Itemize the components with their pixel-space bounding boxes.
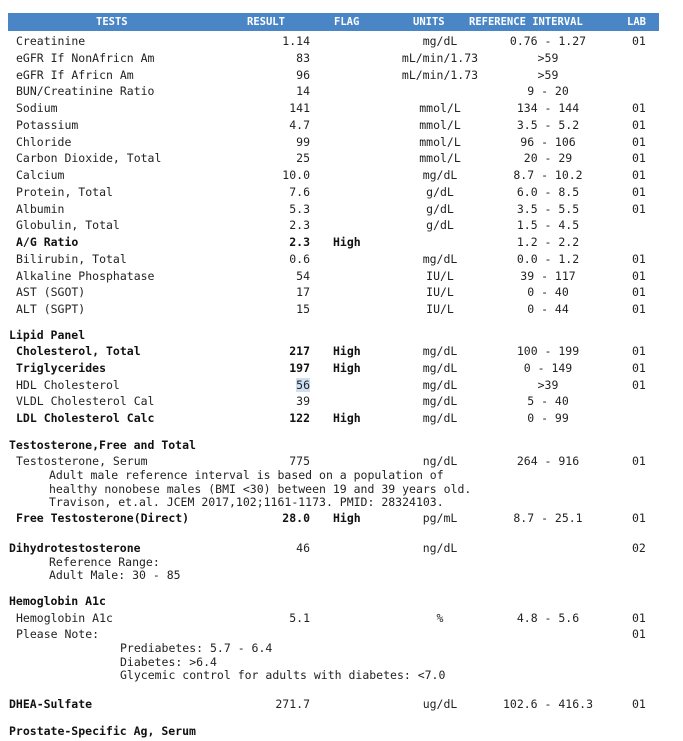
units: mmol/L — [419, 135, 461, 149]
lab-code: 01 — [632, 168, 646, 182]
header-tests: TESTS — [96, 16, 128, 28]
free-testosterone-result: 28.0 — [282, 511, 310, 525]
testosterone-note-line: Adult male reference interval is based on a population of — [49, 468, 444, 482]
flag: High — [333, 361, 361, 375]
reference-interval: 0 - 40 — [527, 285, 569, 299]
reference-interval: 96 - 106 — [520, 135, 576, 149]
lab-code: 01 — [632, 135, 646, 149]
lab-code: 01 — [632, 378, 646, 392]
test-name: ALT (SGPT) — [16, 302, 86, 316]
test-name: VLDL Cholesterol Cal — [16, 394, 155, 408]
header-lab: LAB — [627, 16, 646, 28]
reference-interval: 0 - 99 — [527, 411, 569, 425]
lab-code: 01 — [632, 302, 646, 316]
test-name: Alkaline Phosphatase — [16, 269, 155, 283]
a1c-lab: 01 — [632, 611, 646, 625]
flag: High — [333, 411, 361, 425]
free-testosterone-reference: 8.7 - 25.1 — [513, 511, 583, 525]
highlighted-value: 56 — [296, 378, 310, 392]
reference-interval: 8.7 - 10.2 — [513, 168, 583, 182]
units: mg/dL — [422, 168, 458, 182]
units: IU/L — [426, 269, 454, 283]
result-value: 54 — [296, 269, 310, 283]
dht-note-line: Reference Range: — [49, 555, 160, 569]
header-units: UNITS — [413, 16, 445, 28]
section-dihydrotestosterone: Dihydrotestosterone — [9, 541, 141, 555]
units: g/dL — [426, 185, 454, 199]
test-name: HDL Cholesterol — [16, 378, 120, 392]
flag: High — [333, 344, 361, 358]
result-value: 141 — [289, 101, 310, 115]
testosterone-serum-units: ng/dL — [422, 454, 458, 468]
result-value: 217 — [289, 344, 310, 358]
result-value: 83 — [296, 51, 310, 65]
lab-code: 01 — [632, 118, 646, 132]
lab-code: 01 — [632, 285, 646, 299]
reference-interval: 0 - 44 — [527, 302, 569, 316]
result-value: 0.6 — [289, 252, 310, 266]
units — [400, 234, 480, 250]
result-value — [250, 377, 310, 393]
units: mL/min/1.73 — [401, 68, 479, 82]
result-value: 14 — [296, 84, 310, 98]
result-value: 1.14 — [282, 34, 310, 48]
test-name: eGFR If Africn Am — [16, 68, 134, 82]
dhea-sulfate-name: DHEA-Sulfate — [9, 697, 93, 711]
units: mmol/L — [419, 151, 461, 165]
section-hemoglobin-a1c: Hemoglobin A1c — [9, 594, 106, 608]
testosterone-serum-result: 775 — [289, 454, 310, 468]
result-value: 4.7 — [289, 118, 310, 132]
reference-interval: 134 - 144 — [516, 101, 580, 115]
section-prostate-specific-ag: Prostate-Specific Ag, Serum — [9, 724, 196, 738]
free-testosterone-flag: High — [333, 511, 361, 525]
a1c-please-note-lab: 01 — [632, 627, 646, 641]
result-value: 7.6 — [289, 185, 310, 199]
units: g/dL — [426, 218, 454, 232]
reference-interval: >59 — [537, 51, 559, 65]
units: mg/dL — [422, 394, 458, 408]
test-name: Cholesterol, Total — [16, 344, 141, 358]
test-name: AST (SGOT) — [16, 285, 86, 299]
section-testosterone: Testosterone,Free and Total — [9, 438, 196, 452]
result-value: 10.0 — [282, 168, 310, 182]
header-flag: FLAG — [334, 16, 360, 28]
units: mg/dL — [422, 344, 458, 358]
test-name: eGFR If NonAfricn Am — [16, 51, 155, 65]
reference-interval: >39 — [537, 378, 559, 392]
flag: High — [333, 235, 361, 249]
units: IU/L — [426, 302, 454, 316]
units: mg/dL — [422, 361, 458, 375]
result-value: 197 — [289, 361, 310, 375]
header-reference-interval: REFERENCE INTERVAL — [469, 16, 583, 28]
test-name: A/G Ratio — [16, 235, 79, 249]
result-value: 2.3 — [289, 235, 310, 249]
test-name: Globulin, Total — [16, 218, 120, 232]
reference-interval: >59 — [537, 68, 559, 82]
units: mmol/L — [419, 118, 461, 132]
reference-interval: 1.5 - 4.5 — [516, 218, 580, 232]
test-name: Carbon Dioxide, Total — [16, 151, 162, 165]
result-value: 2.3 — [289, 218, 310, 232]
a1c-reference: 4.8 - 5.6 — [516, 611, 580, 625]
reference-interval: 20 - 29 — [523, 151, 573, 165]
a1c-note-line: Prediabetes: 5.7 - 6.4 — [120, 641, 273, 655]
free-testosterone-units: pg/mL — [422, 511, 458, 525]
result-value: 39 — [296, 394, 310, 408]
reference-interval: 100 - 199 — [516, 344, 580, 358]
test-name: LDL Cholesterol Calc — [16, 411, 155, 425]
lab-code: 01 — [632, 269, 646, 283]
test-name: Albumin — [16, 202, 65, 216]
dhea-sulfate-lab: 01 — [632, 697, 646, 711]
dhea-sulfate-units: ug/dL — [422, 697, 458, 711]
test-name: Calcium — [16, 168, 65, 182]
units: mg/dL — [422, 252, 458, 266]
lab-code: 01 — [632, 34, 646, 48]
section-lipid-panel: Lipid Panel — [9, 328, 86, 342]
testosterone-note-line: healthy nonobese males (BMI <30) between 19 and 39 years old. — [49, 482, 472, 496]
dhea-sulfate-reference: 102.6 - 416.3 — [502, 697, 593, 711]
lab-code: 01 — [632, 101, 646, 115]
header-result: RESULT — [247, 16, 285, 28]
free-testosterone-lab: 01 — [632, 511, 646, 525]
test-name: Sodium — [16, 101, 58, 115]
result-value: 99 — [296, 135, 310, 149]
units: mg/dL — [422, 411, 458, 425]
reference-interval: 9 - 20 — [527, 84, 569, 98]
dht-lab: 02 — [632, 541, 646, 555]
test-name: Protein, Total — [16, 185, 113, 199]
dhea-sulfate-result: 271.7 — [275, 697, 310, 711]
test-name: Bilirubin, Total — [16, 252, 127, 266]
dht-result: 46 — [296, 541, 310, 555]
test-name: Triglycerides — [16, 361, 107, 375]
result-value: 122 — [289, 411, 310, 425]
testosterone-serum-lab: 01 — [632, 454, 646, 468]
result-value: 25 — [296, 151, 310, 165]
reference-interval: 39 - 117 — [520, 269, 576, 283]
dht-note-line: Adult Male: 30 - 85 — [49, 568, 181, 582]
reference-interval: 5 - 40 — [527, 394, 569, 408]
a1c-please-note: Please Note: — [16, 627, 100, 641]
lab-code: 01 — [632, 361, 646, 375]
units: mL/min/1.73 — [401, 51, 479, 65]
free-testosterone-name: Free Testosterone(Direct) — [16, 511, 190, 525]
units: mg/dL — [422, 378, 458, 392]
reference-interval: 0.0 - 1.2 — [516, 252, 580, 266]
units: mmol/L — [419, 101, 461, 115]
a1c-units: % — [436, 611, 444, 625]
reference-interval: 0 - 149 — [523, 361, 573, 375]
units: IU/L — [426, 285, 454, 299]
lab-code: 01 — [632, 202, 646, 216]
a1c-note-line: Diabetes: >6.4 — [120, 655, 217, 669]
reference-interval: 6.0 - 8.5 — [516, 185, 580, 199]
test-name: Creatinine — [16, 34, 86, 48]
result-value: 96 — [296, 68, 310, 82]
units: mg/dL — [422, 34, 458, 48]
result-value: 5.3 — [289, 202, 310, 216]
test-name: Potassium — [16, 118, 79, 132]
result-value: 15 — [296, 302, 310, 316]
testosterone-note-line: Travison, et.al. JCEM 2017,102;1161-1173. PMID: 28324103. — [49, 495, 444, 509]
reference-interval: 3.5 - 5.5 — [516, 202, 580, 216]
result-value: 17 — [296, 285, 310, 299]
lab-code: 01 — [632, 185, 646, 199]
units — [400, 83, 480, 99]
lab-code: 01 — [632, 151, 646, 165]
lab-code: 01 — [632, 344, 646, 358]
test-name: Chloride — [16, 135, 72, 149]
reference-interval: 0.76 - 1.27 — [509, 34, 587, 48]
a1c-name: Hemoglobin A1c — [16, 611, 113, 625]
reference-interval: 1.2 - 2.2 — [516, 235, 580, 249]
testosterone-serum-name: Testosterone, Serum — [16, 454, 148, 468]
units: g/dL — [426, 202, 454, 216]
reference-interval: 3.5 - 5.2 — [516, 118, 580, 132]
test-name: BUN/Creatinine Ratio — [16, 84, 155, 98]
testosterone-serum-reference: 264 - 916 — [516, 454, 580, 468]
a1c-result: 5.1 — [289, 611, 310, 625]
dht-units: ng/dL — [422, 541, 458, 555]
a1c-note-line: Glycemic control for adults with diabetes: <7.0 — [120, 668, 446, 682]
lab-code: 01 — [632, 252, 646, 266]
